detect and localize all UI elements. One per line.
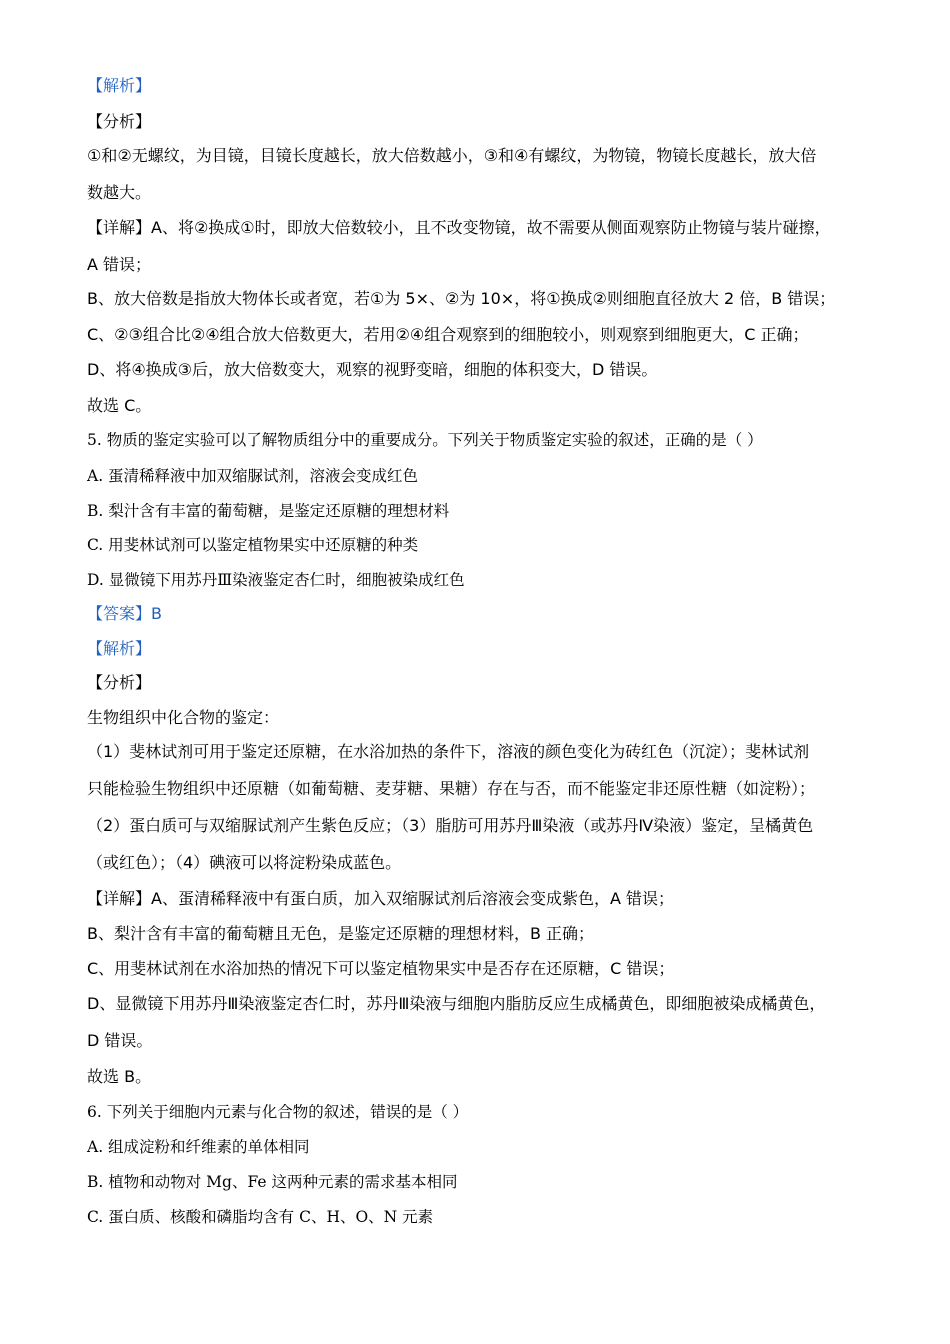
analysis-line: ①和②无螺纹，为目镜，目镜长度越长，放大倍数越小，③和④有螺纹，为物镜，物镜长度越长，放大倍 — [87, 146, 817, 165]
question-5-option-b: B. 梨汁含有丰富的葡萄糖，是鉴定还原糖的理想材料 — [87, 502, 450, 520]
jiexi-label: 【解析】 — [87, 639, 152, 658]
question-6-stem: 6. 下列关于细胞内元素与化合物的叙述，错误的是（ ） — [87, 1103, 469, 1121]
detail-line: 【详解】A、将②换成①时，即放大倍数较小，且不改变物镜，故不需要从侧面观察防止物镜与装片碰擦， — [87, 218, 831, 237]
question-6-option-b: B. 植物和动物对 Mg、Fe 这两种元素的需求基本相同 — [87, 1173, 458, 1191]
question-5-option-c: C. 用斐林试剂可以鉴定植物果实中还原糖的种类 — [87, 536, 419, 554]
detail-line: 【详解】A、蛋清稀释液中有蛋白质，加入双缩脲试剂后溶液会变成紫色，A 错误； — [87, 889, 674, 908]
detail-line: B、梨汁含有丰富的葡萄糖且无色，是鉴定还原糖的理想材料，B 正确； — [87, 924, 595, 943]
detail-line: D、将④换成③后，放大倍数变大，观察的视野变暗，细胞的体积变大，D 错误。 — [87, 360, 658, 379]
question-5-option-d: D. 显微镜下用苏丹Ⅲ染液鉴定杏仁时，细胞被染成红色 — [87, 571, 465, 589]
analysis-line: （1）斐林试剂可用于鉴定还原糖，在水浴加热的条件下，溶液的颜色变化为砖红色（沉淀）；斐林试剂 — [87, 742, 810, 761]
question-6-option-a: A. 组成淀粉和纤维素的单体相同 — [87, 1138, 310, 1156]
fenxi-label: 【分析】 — [87, 112, 152, 131]
question-5-option-a: A. 蛋清稀释液中加双缩脲试剂，溶液会变成红色 — [87, 467, 419, 485]
detail-line: A 错误； — [87, 255, 152, 274]
jiexi-label: 【解析】 — [87, 76, 152, 95]
question-5-stem: 5. 物质的鉴定实验可以了解物质组分中的重要成分。下列关于物质鉴定实验的叙述，正确的是（ ） — [87, 431, 763, 449]
choice-line: 故选 C。 — [87, 396, 152, 415]
detail-line: B、放大倍数是指放大物体长或者宽，若①为 5×、②为 10×，将①换成②则细胞直径放大 2 倍，B 错误； — [87, 289, 836, 308]
detail-line: C、用斐林试剂在水浴加热的情况下可以鉴定植物果实中是否存在还原糖，C 错误； — [87, 959, 675, 978]
analysis-line: （2）蛋白质可与双缩脲试剂产生紫色反应；（3）脂肪可用苏丹Ⅲ染液（或苏丹Ⅳ染液）鉴定，呈橘黄色 — [87, 816, 814, 835]
analysis-line: 只能检验生物组织中还原糖（如葡萄糖、麦芽糖、果糖）存在与否，而不能鉴定非还原性糖（如淀粉）； — [87, 779, 816, 798]
analysis-line: 数越大。 — [87, 183, 152, 202]
analysis-line: （或红色）；（4）碘液可以将淀粉染成蓝色。 — [87, 853, 402, 872]
detail-line: D 错误。 — [87, 1031, 153, 1050]
question-6-option-c: C. 蛋白质、核酸和磷脂均含有 C、H、O、N 元素 — [87, 1208, 434, 1226]
choice-line: 故选 B。 — [87, 1067, 152, 1086]
analysis-line: 生物组织中化合物的鉴定： — [87, 708, 280, 727]
answer-label: 【答案】B — [87, 604, 162, 623]
fenxi-label: 【分析】 — [87, 673, 152, 692]
detail-line: C、②③组合比②④组合放大倍数更大，若用②④组合观察到的细胞较小，则观察到细胞更大，C 正确； — [87, 325, 809, 344]
detail-line: D、显微镜下用苏丹Ⅲ染液鉴定杏仁时，苏丹Ⅲ染液与细胞内脂肪反应生成橘黄色，即细胞被染成橘黄色， — [87, 994, 826, 1013]
